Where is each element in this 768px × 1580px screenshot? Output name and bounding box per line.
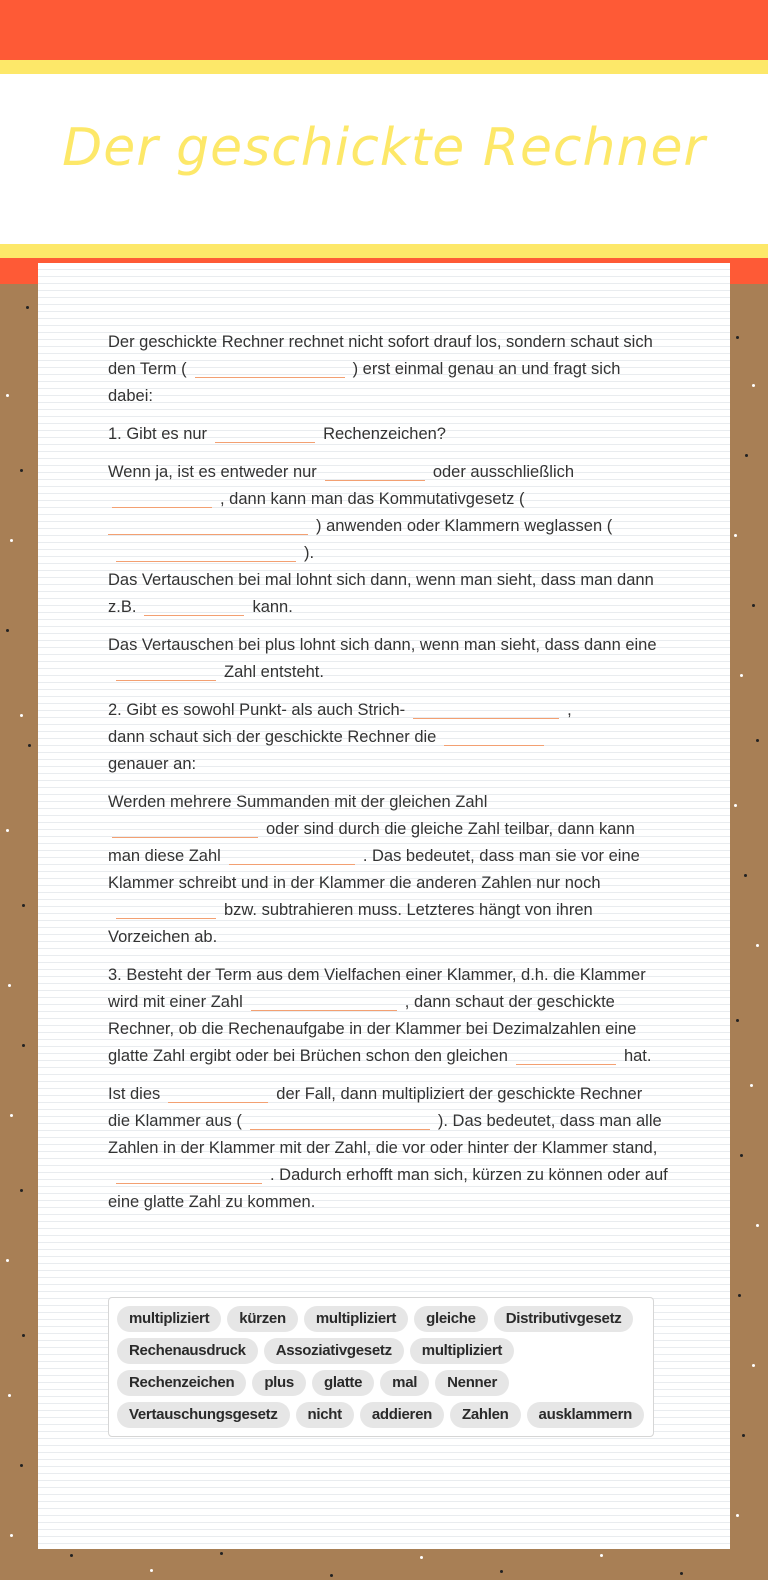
word-chip[interactable]: multipliziert (117, 1306, 221, 1332)
blank-input[interactable] (229, 846, 355, 865)
worksheet-paper (38, 263, 730, 1549)
blank-input[interactable] (444, 727, 544, 746)
blank-input[interactable] (168, 1084, 268, 1103)
background-dot (600, 1554, 603, 1557)
header-yellow-stripe-bottom (0, 244, 768, 258)
blank-input[interactable] (108, 516, 308, 535)
background-dot (22, 1044, 25, 1047)
background-dot (734, 804, 737, 807)
background-dot (734, 534, 737, 537)
paragraph-question-1: 1. Gibt es nur Rechenzeichen? (108, 425, 446, 443)
background-dot (736, 1514, 739, 1517)
blank-input[interactable] (215, 424, 315, 443)
word-bank (108, 1297, 654, 1437)
word-chip[interactable]: ausklammern (527, 1402, 644, 1428)
blank-input[interactable] (250, 1111, 430, 1130)
background-dot (420, 1556, 423, 1559)
blank-input[interactable] (112, 819, 258, 838)
background-dot (6, 829, 9, 832)
word-chip[interactable]: glatte (312, 1370, 374, 1396)
word-chip[interactable]: plus (252, 1370, 306, 1396)
background-dot (745, 454, 748, 457)
word-chip[interactable]: Rechenausdruck (117, 1338, 258, 1364)
background-dot (742, 1434, 745, 1437)
background-dot (20, 1189, 23, 1192)
background-dot (28, 744, 31, 747)
word-chip[interactable]: Distributivgesetz (494, 1306, 634, 1332)
background-dot (10, 1114, 13, 1117)
background-dot (70, 1554, 73, 1557)
background-dot (6, 1259, 9, 1262)
blank-input[interactable] (516, 1046, 616, 1065)
background-dot (740, 674, 743, 677)
background-dot (26, 306, 29, 309)
word-chip[interactable]: addieren (360, 1402, 444, 1428)
paragraph-distributive: Ist dies der Fall, dann multipliziert der geschickte Rechner die Klammer aus ( ). Das bedeutet, dass man alle Zahlen in der Klammer mit der Zahl, die vor oder hinter der Klammer stand,. Dadurch erhofft man sich, kürzen zu können oder auf eine glatte Zahl zu kommen. (108, 1085, 668, 1211)
background-dot (20, 1464, 23, 1467)
background-dot (8, 1394, 11, 1397)
background-dot (10, 1534, 13, 1537)
word-chip[interactable]: Nenner (435, 1370, 509, 1396)
paragraph-intro: Der geschickte Rechner rechnet nicht sofort drauf los, sondern schaut sich den Term ( ) erst einmal genau an und fragt sich dabei: (108, 333, 653, 405)
background-dot (10, 539, 13, 542)
blank-input[interactable] (144, 597, 244, 616)
background-dot (740, 1154, 743, 1157)
blank-input[interactable] (116, 1165, 262, 1184)
background-dot (680, 1572, 683, 1575)
header-yellow-stripe-top (0, 60, 768, 74)
word-chip[interactable]: Vertauschungsgesetz (117, 1402, 290, 1428)
word-chip[interactable]: multipliziert (410, 1338, 514, 1364)
paragraph-question-2: 2. Gibt es sowohl Punkt- als auch Strich- , dann schaut sich der geschickte Rechner die genauer an: (108, 701, 572, 773)
background-dot (20, 469, 23, 472)
paragraph-plus: Das Vertauschen bei plus lohnt sich dann, wenn man sieht, dass dann eineZahl entsteht. (108, 636, 657, 681)
background-dot (752, 1364, 755, 1367)
paragraph-commutative: Wenn ja, ist es entweder nur oder ausschließlich , dann kann man das Kommutativgesetz ( ) anwenden oder Klammern weglassen (). Das Vertauschen bei mal lohnt sich dann, wenn man sieht, dass man dann z.B. kann. (108, 463, 654, 616)
background-dot (756, 944, 759, 947)
blank-input[interactable] (413, 700, 559, 719)
worksheet-text (108, 329, 668, 1227)
background-dot (736, 1019, 739, 1022)
word-chip[interactable]: kürzen (227, 1306, 298, 1332)
word-chip[interactable]: Assoziativgesetz (264, 1338, 404, 1364)
background-dot (752, 604, 755, 607)
blank-input[interactable] (116, 543, 296, 562)
blank-input[interactable] (116, 900, 216, 919)
background-dot (736, 336, 739, 339)
background-dot (330, 1574, 333, 1577)
background-dot (22, 1334, 25, 1337)
word-chip[interactable]: mal (380, 1370, 429, 1396)
background-dot (756, 1224, 759, 1227)
word-chip[interactable]: nicht (296, 1402, 354, 1428)
background-dot (22, 904, 25, 907)
paragraph-factor-out: Werden mehrere Summanden mit der gleichen Zahl oder sind durch die gleiche Zahl teilbar, dann kann man diese Zahl . Das bedeutet, dass man sie vor eine Klammer schreibt und in der Klammer die anderen Zahlen nur nochbzw. subtrahieren muss. Letzteres hängt von ihren Vorzeichen ab. (108, 793, 640, 946)
background-dot (744, 874, 747, 877)
blank-input[interactable] (116, 662, 216, 681)
word-chip[interactable]: gleiche (414, 1306, 488, 1332)
blank-input[interactable] (325, 462, 425, 481)
background-dot (6, 394, 9, 397)
background-dot (150, 1569, 153, 1572)
worksheet-title: Der geschickte Rechner (62, 118, 706, 178)
header-top-band (0, 0, 768, 60)
background-dot (750, 1084, 753, 1087)
background-dot (752, 384, 755, 387)
background-dot (20, 714, 23, 717)
word-chip[interactable]: Rechenzeichen (117, 1370, 246, 1396)
word-chip[interactable]: Zahlen (450, 1402, 521, 1428)
blank-input[interactable] (251, 992, 397, 1011)
background-dot (500, 1570, 503, 1573)
background-dot (6, 629, 9, 632)
blank-input[interactable] (112, 489, 212, 508)
word-chip[interactable]: multipliziert (304, 1306, 408, 1332)
background-dot (220, 1552, 223, 1555)
background-dot (8, 984, 11, 987)
background-dot (756, 739, 759, 742)
background-dot (738, 1294, 741, 1297)
paragraph-question-3: 3. Besteht der Term aus dem Vielfachen einer Klammer, d.h. die Klammer wird mit einer Zahl , dann schaut der geschickte Rechner, ob die Rechenaufgabe in der Klammer bei Dezimalzahlen eine glatte Zahl ergibt oder bei Brüchen schon den gleichen hat. (108, 966, 652, 1065)
blank-input[interactable] (195, 359, 345, 378)
